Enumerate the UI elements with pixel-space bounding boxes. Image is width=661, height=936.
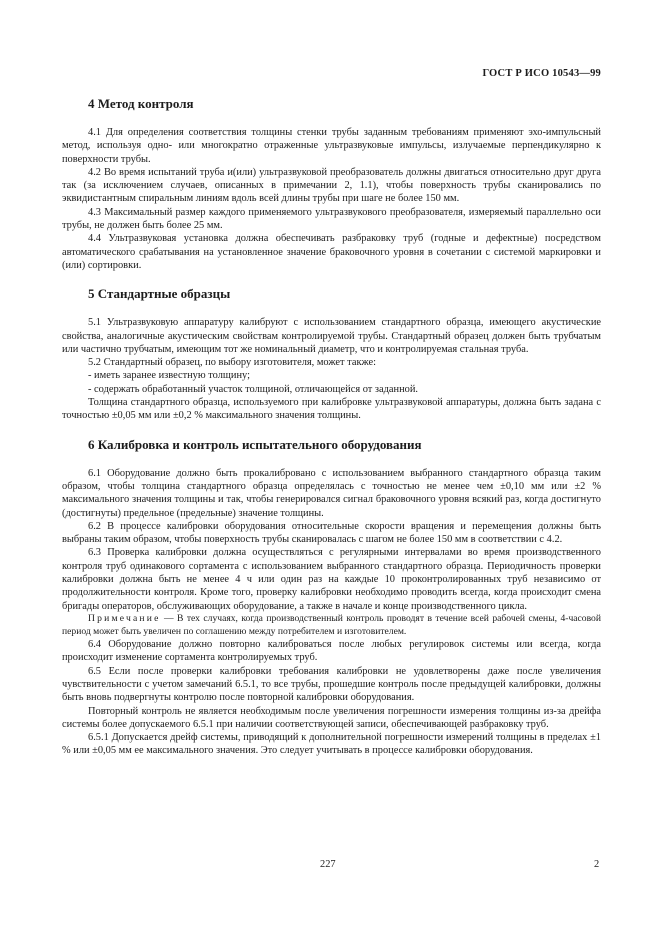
paragraph: Толщина стандартного образца, используемого при калибровке ультразвуковой аппаратуры, должна быть задана с точностью ±0,05 мм или ±0,2 % максимального значения толщины. (62, 397, 601, 422)
section-title: 4 Метод контроля (88, 96, 194, 111)
paragraph: 4.2 Во время испытаний труба и(или) ультразвуковой преобразователь должны двигаться относительно друг друга так (за исключением случаев, описанных в примечании 2, 1.1), чтобы поверхность трубы сканировались по эквидистантным спиральным линиям вдоль всей длины трубы при шаге не более 150 мм. (62, 166, 601, 205)
paragraph: 6.5 Если после проверки калибровки требования калибровки не удовлетворены даже после увеличения чувствительности с учетом замечаний 6.5.1, то все трубы, прошедшие контроль после предыдущей калибровки, должны быть вновь подвергнуты контролю после повторной калибровки оборудования. (62, 665, 601, 704)
paragraph: 4.1 Для определения соответствия толщины стенки трубы заданным требованиям применяют эхо-импульсный метод, используя одно- или многократно отраженные ультразвуковые импульсы, излучаемые перпендикулярно к поверхности трубы. (62, 127, 601, 165)
paragraph: 4.3 Максимальный размер каждого применяемого ультразвукового преобразователя, измеряемый параллельно оси трубы, не должен быть более 25 мм. (62, 206, 601, 232)
paragraph: 6.4 Оборудование должно повторно калиброваться после любых регулировок системы или всегда, когда происходит изменение сортамента контролируемых труб. (62, 639, 601, 664)
paragraph: 6.5.1 Допускается дрейф системы, приводящий к дополнительной погрешности измерений толщины в пределах ±1 % или ±0,05 мм ее максимального значения. Это следует учитывать в процессе калибровки оборудования. (62, 732, 601, 757)
document-code-header: ГОСТ Р ИСО 10543—99 (482, 68, 601, 79)
document-body (62, 96, 601, 772)
section-calibration (62, 437, 601, 758)
page-number: 227 (320, 859, 336, 870)
sheet-number: 2 (594, 859, 600, 870)
paragraph: 4.4 Ультразвуковая установка должна обеспечивать разбраковку труб (годные и дефектные) посредством автоматического срабатывания на установленное значение браковочного уровня в сочетании с системой маркировки и (или) сортировки. (62, 233, 601, 271)
note-label: Примечание (88, 612, 161, 624)
section-reference-standards (62, 286, 601, 422)
paragraph: 6.2 В процессе калибровки оборудования относительные скорости вращения и перемещения должны быть выбраны таким образом, чтобы поверхность трубы сканировалась с шагом не более 150 мм в соответствии с 4.2. (62, 520, 601, 546)
paragraph: 6.3 Проверка калибровки должна осуществляться с регулярными интервалами во время производственного контроля труб одинакового сортамента с использованием выбранного стандартного образца. Периодичность проверки калибровки должна быть не менее 4 ч или один раз на каждые 10 проконтролированных труб независимо от продолжительности контроля. Кроме того, проверку калибровки необходимо проводить всегда, когда происходит смена бригады операторов, обслуживающих оборудование, а также в начале и конце производственного цикла. (62, 547, 601, 612)
paragraph: Повторный контроль не является необходимым после увеличения погрешности измерения толщины из-за дрейфа системы более допускаемого 6.5.1 при наличии соответствующей записи, обеспечивающей разбраковку труб. (62, 705, 601, 730)
note (62, 613, 601, 638)
paragraph: 5.1 Ультразвуковую аппаратуру калибруют с использованием стандартного образца, имеющего акустические свойства, аналогичные акустическим свойствам контролируемой трубы. Стандартный образец должен быть трубчатым или частично трубчатым, имеющим тот же номинальный диаметр, что и контролируемая стальная труба. (62, 317, 601, 355)
section-title: 5 Стандартные образцы (88, 286, 231, 302)
section-title: 6 Калибровка и контроль испытательного оборудования (88, 436, 422, 452)
paragraph: 6.1 Оборудование должно быть прокалибровано с использованием выбранного стандартного образца таким образом, чтобы толщина стандартного образца определялась с точностью не менее чем ±0,10 мм или ±2 % максимального значения толщины и так, чтобы генерировался сигнал браковочного уровня всякий раз, когда достигнуто (достигнуты) предельное (предельные) значение толщины. (62, 467, 601, 519)
note-text: — В тех случаях, когда производственный контроль проводят в течение всей рабочей смены, 4-часовой период может быть увеличен по соглашению между потребителем и изготовителем. (62, 612, 601, 637)
list-item: - иметь заранее известную толщину; (88, 370, 250, 382)
list-item: - содержать обработанный участок толщиной, отличающейся от заданной. (88, 383, 418, 395)
paragraph: 5.2 Стандартный образец, по выбору изготовителя, может также: (88, 357, 377, 369)
section-method-of-control (62, 96, 601, 272)
